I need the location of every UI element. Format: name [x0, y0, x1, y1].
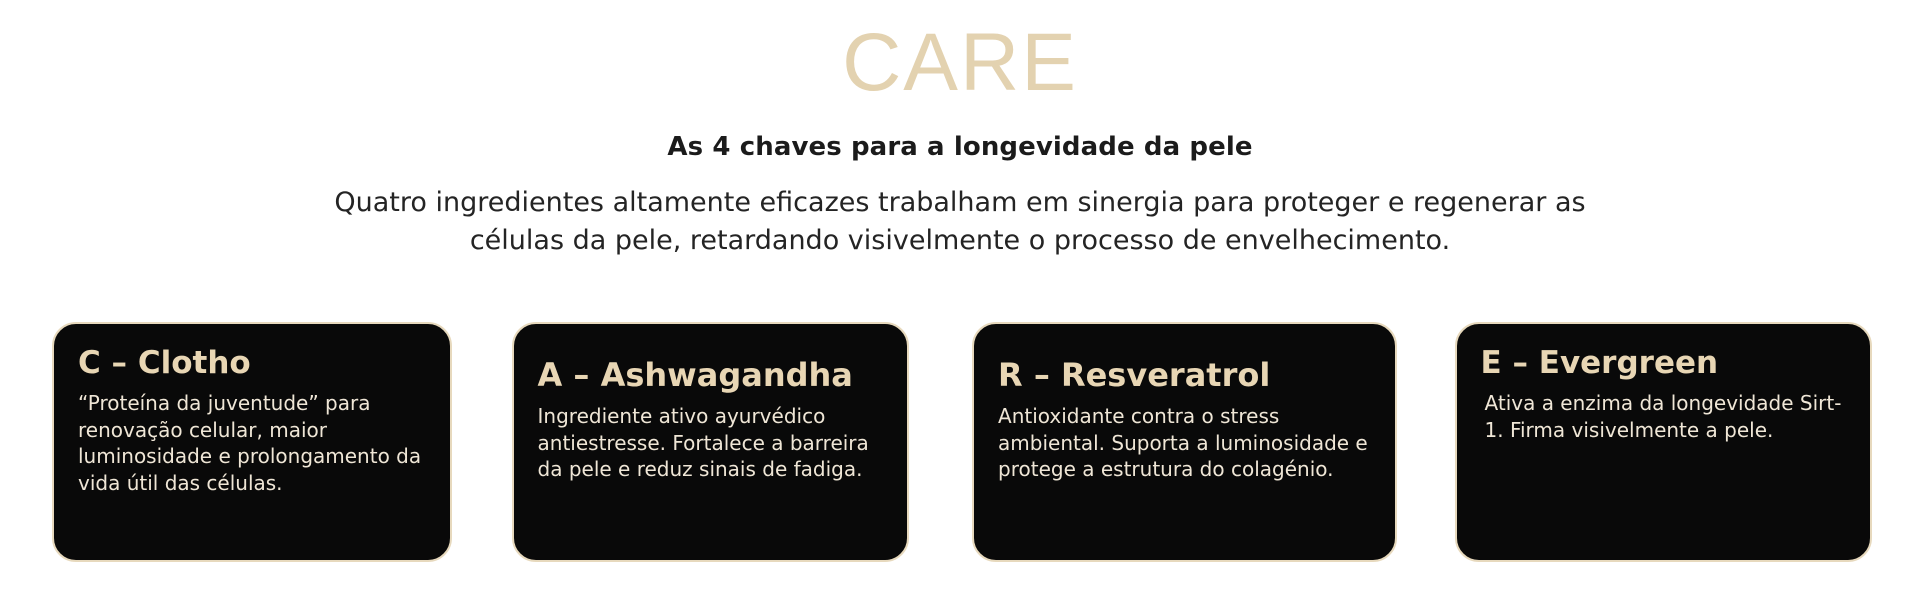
- card-title: C – Clotho: [78, 345, 251, 381]
- card-title: E – Evergreen: [1480, 345, 1719, 381]
- hero-section: [0, 0, 1920, 261]
- intro-paragraph: [250, 184, 1670, 261]
- intro-line-2: células da pele, retardando visivelmente o processo de envelhecimento.: [469, 225, 1451, 257]
- card-ashwagandha: [512, 322, 910, 562]
- card-title: R – Resveratrol: [998, 356, 1271, 394]
- brand-title: CARE: [842, 17, 1078, 108]
- intro-line-1: Quatro ingredientes altamente eficazes trabalham em sinergia para proteger e regenerar as: [334, 187, 1586, 218]
- card-clotho: [52, 322, 452, 562]
- page-subtitle: As 4 chaves para a longevidade da pele: [667, 132, 1253, 162]
- card-body: Antioxidante contra o stress ambiental. Suporta a luminosidade e protege a estrutura do colagénio.: [998, 404, 1368, 482]
- card-resveratrol: [972, 322, 1396, 562]
- card-body: “Proteína da juventude” para renovação celular, maior luminosidade e prolongamento da vida útil das células.: [78, 391, 422, 495]
- card-body: Ativa a enzima da longevidade Sirt-1. Firma visivelmente a pele.: [1484, 391, 1842, 442]
- card-body: Ingrediente ativo ayurvédico antiestresse. Fortalece a barreira da pele e reduz sinais de fadiga.: [537, 404, 869, 482]
- card-title: A – Ashwagandha: [537, 356, 853, 394]
- card-evergreen: [1455, 322, 1872, 562]
- key-cards-row: [52, 322, 1872, 562]
